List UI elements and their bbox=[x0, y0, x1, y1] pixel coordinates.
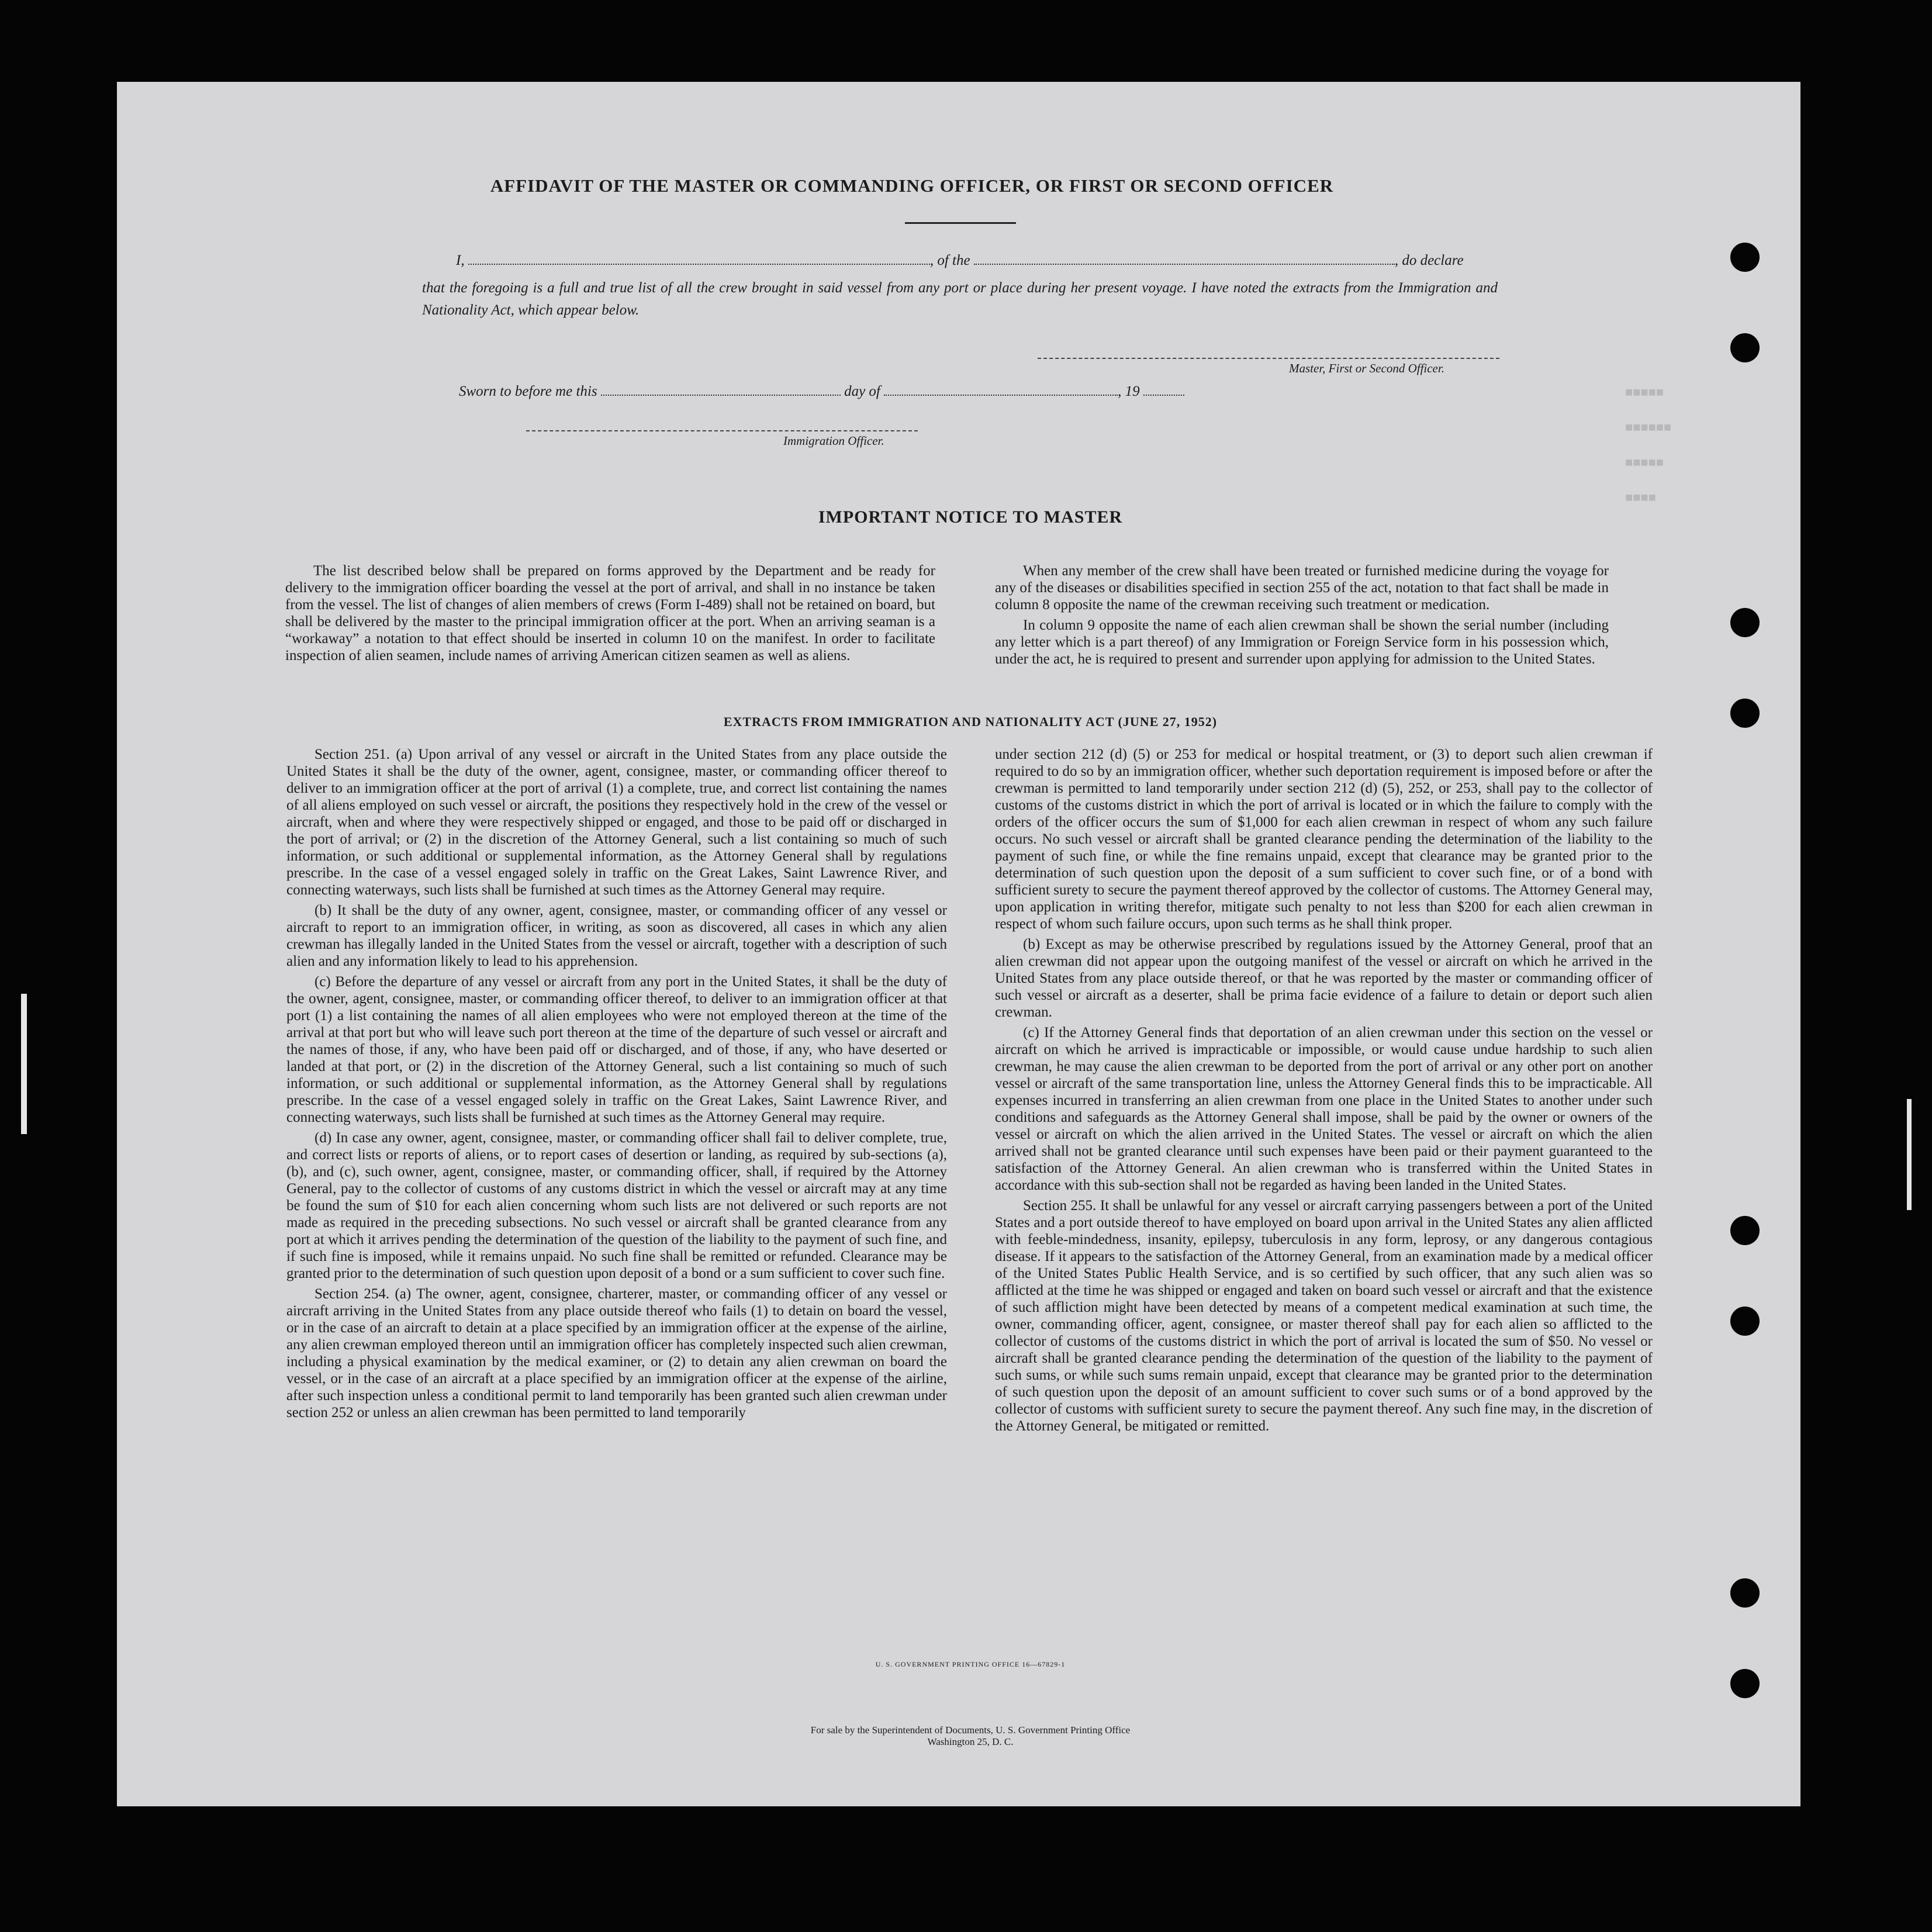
binder-hole bbox=[1730, 243, 1760, 272]
sale-line-1: For sale by the Superintendent of Documents, U. S. Government Printing Office bbox=[810, 1724, 1131, 1736]
immigration-signature-line[interactable] bbox=[526, 430, 918, 431]
sworn-line bbox=[459, 383, 1184, 400]
notice-title: IMPORTANT NOTICE TO MASTER bbox=[818, 507, 1123, 527]
extract-paragraph: Section 251. (a) Upon arrival of any vessel or aircraft in the United States from any place outside the United States it shall be the duty of the owner, agent, consignee, master, or commanding officer thereof to deliver to an immigration officer at the port of arrival (1) a complete, true, and correct list containing the names of all aliens employed on such vessel or aircraft, the positions they respectively hold in the crew of the vessel or aircraft, when and where they were respectively shipped or engaged, and those to be paid off or discharged in the port of arrival; or (2) in the discretion of the Attorney General, such a list containing so much of such information, or such additional or supplemental information, as the Attorney General shall by regulations prescribe. In the case of a vessel engaged solely in traffic on the Great Lakes, Saint Lawrence River, and connecting waterways, such lists shall be furnished at such times as the Attorney General may require. bbox=[286, 746, 947, 898]
affidavit-title: AFFIDAVIT OF THE MASTER OR COMMANDING OFFICER, OR FIRST OR SECOND OFFICER bbox=[490, 175, 1334, 196]
sworn-month-blank[interactable] bbox=[884, 384, 1118, 396]
extract-paragraph: (d) In case any owner, agent, consignee, master, or commanding officer shall fail to deliver complete, true, and correct lists or reports of aliens, or to report cases of desertion or landing, as required by sub-sections (a), (b), and (c), such owner, agent, consignee, master, or commanding officer, shall, if required by the Attorney General, pay to the collector of customs of any customs district in which the vessel or aircraft may at any time be found the sum of $10 for each alien concerning whom such lists are not delivered or such reports are not made as required in the preceding subsections. No such vessel or aircraft shall be granted clearance from any port at which it arrives pending the determination of the question of the liability to the payment of such fine, and if such fine is imposed, while it remains unpaid. No such fine shall be remitted or refunded. Clearance may be granted prior to the determination of such question upon deposit of a bond or a sum sufficient to cover such fine. bbox=[286, 1130, 947, 1281]
bleed-through-mark: ■■■■ bbox=[1625, 491, 1656, 506]
immigration-caption: Immigration Officer. bbox=[783, 434, 884, 448]
binder-hole bbox=[1730, 699, 1760, 728]
notice-left-column bbox=[285, 562, 935, 668]
sale-line-2: Washington 25, D. C. bbox=[927, 1736, 1014, 1747]
film-edge-mark bbox=[1907, 1099, 1912, 1210]
sworn-year-label: , 19 bbox=[1118, 383, 1140, 399]
extract-paragraph: Section 255. It shall be unlawful for any vessel or aircraft carrying passengers between a port of the United States and a port outside thereof to have employed on board upon arrival in the United States any alien afflicted with feeble-mindedness, insanity, epilepsy, tuberculosis in any form, leprosy, or any dangerous contagious disease. If it appears to the satisfaction of the Attorney General, from an examination made by a medical officer of the United States Public Health Service, and is so certified by such officer, that any such alien was so afflicted at the time he was shipped or engaged and taken on board such vessel or aircraft and that the existence of such affliction might have been detected by means of a competent medical examination at such time, the owner, commanding officer, agent, consignee, or master thereof shall pay for each alien so afflicted to the collector of customs of the customs district in which the port of arrival is located the sum of $50. No vessel or aircraft shall be granted clearance pending the determination of the question of the liability to the payment of such sums, or while such sums remain unpaid, except that clearance may be granted prior to the determination of such question upon the deposit of an amount sufficient to cover such sums or of a bond approved by the collector of customs with sufficient surety to secure the payment thereof. Any such fine may, in the discretion of the Attorney General, be mitigated or remitted. bbox=[995, 1198, 1653, 1434]
bleed-through-mark: ■■■■■ bbox=[1625, 386, 1664, 400]
notice-paragraph: When any member of the crew shall have been treated or furnished medicine during the voyage for any of the diseases or disabilities specified in section 255 of the act, notation to that fact shall be made in column 8 opposite the name of the crewman receiving such treatment or medication. bbox=[995, 563, 1609, 613]
declaration-line bbox=[456, 253, 1464, 269]
binder-hole bbox=[1730, 1578, 1760, 1608]
notice-paragraph: In column 9 opposite the name of each alien crewman shall be shown the serial number (including any letter which is a part thereof) of any Immigration or Foreign Service form in his possession which, under the act, he is required to present and surrender upon applying for admission to the United States. bbox=[995, 617, 1609, 667]
sworn-date-blank[interactable] bbox=[601, 384, 841, 396]
printing-office-code: U. S. GOVERNMENT PRINTING OFFICE 16—67829-1 bbox=[875, 1660, 1066, 1668]
extract-paragraph: (b) It shall be the duty of any owner, agent, consignee, master, or commanding officer of any vessel or aircraft to report to an immigration officer, in writing, as soon as discovered, all cases in which any alien crewman has illegally landed in the United States from the vessel or aircraft, together with a description of such alien and any information likely to lead to his apprehension. bbox=[286, 903, 947, 969]
extracts-left-column bbox=[286, 746, 947, 1425]
extract-paragraph: under section 212 (d) (5) or 253 for medical or hospital treatment, or (3) to deport such alien crewman if required to do so by an immigration officer, whether such deportation requirement is imposed before or after the crewman is permitted to land temporarily under section 212 (d) (5), 252, or 253, shall pay to the collector of customs of the customs district in which the port of arrival is located or in which the failure to comply with the orders of the officer occurs the sum of $1,000 for each alien crewman in respect of whom any such failure occurs. No such vessel or aircraft shall be granted clearance pending the determination of the liability to the payment of such fine, or while the fine remains unpaid, except that clearance may be granted prior to the determination of such question upon the deposit of a sum sufficient to cover such fine, or of a bond with sufficient surety to secure the payment thereof approved by the collector of customs. The Attorney General may, upon application in writing therefor, mitigate such penalty to not less than $200 for each alien crewman in respect of whom such failure occurs, upon such terms as he shall think proper. bbox=[995, 746, 1653, 932]
binder-hole bbox=[1730, 1669, 1760, 1698]
binder-hole bbox=[1730, 608, 1760, 637]
sale-notice bbox=[643, 1724, 1298, 1748]
vessel-blank[interactable] bbox=[974, 253, 1395, 265]
sworn-day-label: day of bbox=[844, 383, 880, 399]
extract-paragraph: (c) Before the departure of any vessel or aircraft from any port in the United States, it shall be the duty of the owner, agent, consignee, master, or commanding officer thereof, to deliver to an immigration officer at that port (1) a list containing the names of all alien employees who were not employed thereon at the time of the arrival at that port but who will leave such port thereon at the time of the departure of such vessel or aircraft and the names of those, if any, who have been paid off or discharged, and of those, if any, who have deserted or landed at that port, or (2) in the discretion of the Attorney General, such a list containing so much of such information, or such additional or supplemental information, as the Attorney General shall by regulations prescribe. In the case of a vessel engaged solely in traffic on the Great Lakes, Saint Lawrence River, and connecting waterways, such lists shall be furnished at such times as the Attorney General may require. bbox=[286, 974, 947, 1125]
declaration-i-label: I, bbox=[456, 253, 465, 268]
master-caption: Master, First or Second Officer. bbox=[1289, 361, 1444, 375]
binder-hole bbox=[1730, 333, 1760, 362]
sworn-year-blank[interactable] bbox=[1143, 384, 1184, 396]
bleed-through-mark: ■■■■■ bbox=[1625, 456, 1664, 471]
extract-paragraph: (b) Except as may be otherwise prescribed by regulations issued by the Attorney General, proof that an alien crewman did not appear upon the outgoing manifest of the vessel or aircraft on which he arrived in the United States from any place outside thereof, or that he was reported by the master or commanding officer of such vessel or aircraft as a deserter, shall be prima facie evidence of a failure to detain or deport such alien crewman. bbox=[995, 936, 1653, 1020]
binder-hole bbox=[1730, 1216, 1760, 1245]
extracts-title: EXTRACTS FROM IMMIGRATION AND NATIONALITY ACT (JUNE 27, 1952) bbox=[723, 714, 1218, 729]
declaration-declare-label: , do declare bbox=[1394, 253, 1464, 268]
binder-hole bbox=[1730, 1307, 1760, 1336]
extracts-right-column bbox=[995, 746, 1653, 1438]
declaration-of-label: , of the bbox=[929, 253, 970, 268]
name-blank[interactable] bbox=[468, 253, 930, 265]
master-signature-line[interactable] bbox=[1038, 358, 1499, 359]
title-rule bbox=[905, 222, 1016, 224]
extract-paragraph: (c) If the Attorney General finds that deportation of an alien crewman under this section on the vessel or aircraft on which he arrived is impracticable or impossible, or would cause undue hardship to such alien crewman, he may cause the alien crewman to be deported from the port of arrival or any other port on another vessel or aircraft of the same transportation line, unless the Attorney General finds this to be impracticable. All expenses incurred in transferring an alien crewman from one place in the United States to another under such conditions and safeguards as the Attorney General shall impose, shall be paid by the owner or owners of the vessel or aircraft on which the alien arrived in the United States. The vessel or aircraft on which the alien arrived shall not be granted clearance until such expenses have been paid or their payment guaranteed to the satisfaction of the Attorney General. An alien crewman who is transferred within the United States in accordance with this sub-section shall not be regarded as having been landed in the United States. bbox=[995, 1025, 1653, 1193]
extract-paragraph: Section 254. (a) The owner, agent, consignee, charterer, master, or commanding officer of any vessel or aircraft arriving in the United States from any place outside thereof who fails (1) to detain on board the vessel, or in the case of an aircraft to detain at a place specified by an immigration officer at the expense of the airline, any alien crewman employed thereon until an immigration officer has completely inspected such alien crewman, including a physical examination by the medical examiner, or (2) to detain any alien crewman on board the vessel, or in the case of an aircraft at a place specified by an immigration officer at the expense of the airline, after such inspection unless a conditional permit to land temporarily has been granted such alien crewman under section 252 or unless an alien crewman has been permitted to land temporarily bbox=[286, 1286, 947, 1421]
bleed-through-mark: ■■■■■■ bbox=[1625, 421, 1672, 436]
notice-paragraph: The list described below shall be prepared on forms approved by the Department and be ready for delivery to the immigration officer boarding the vessel at the port of arrival, and shall in no instance be taken from the vessel. The list of changes of alien members of crews (Form I-489) shall not be retained on board, but shall be delivered by the master to the principal immigration officer at the port. When an arriving seaman is a “workaway” a notation to that effect should be inserted in column 10 on the manifest. In order to facilitate inspection of alien seamen, include names of arriving American citizen seamen as well as aliens. bbox=[285, 563, 935, 663]
sworn-prefix: Sworn to before me this bbox=[459, 383, 597, 399]
affidavit-statement: that the foregoing is a full and true list of all the crew brought in said vessel from any port or place during her present voyage. I have noted the extracts from the Immigration and Nationality Act, which appear below. bbox=[422, 280, 1498, 318]
notice-right-column bbox=[995, 562, 1609, 671]
film-edge-mark bbox=[21, 994, 27, 1134]
